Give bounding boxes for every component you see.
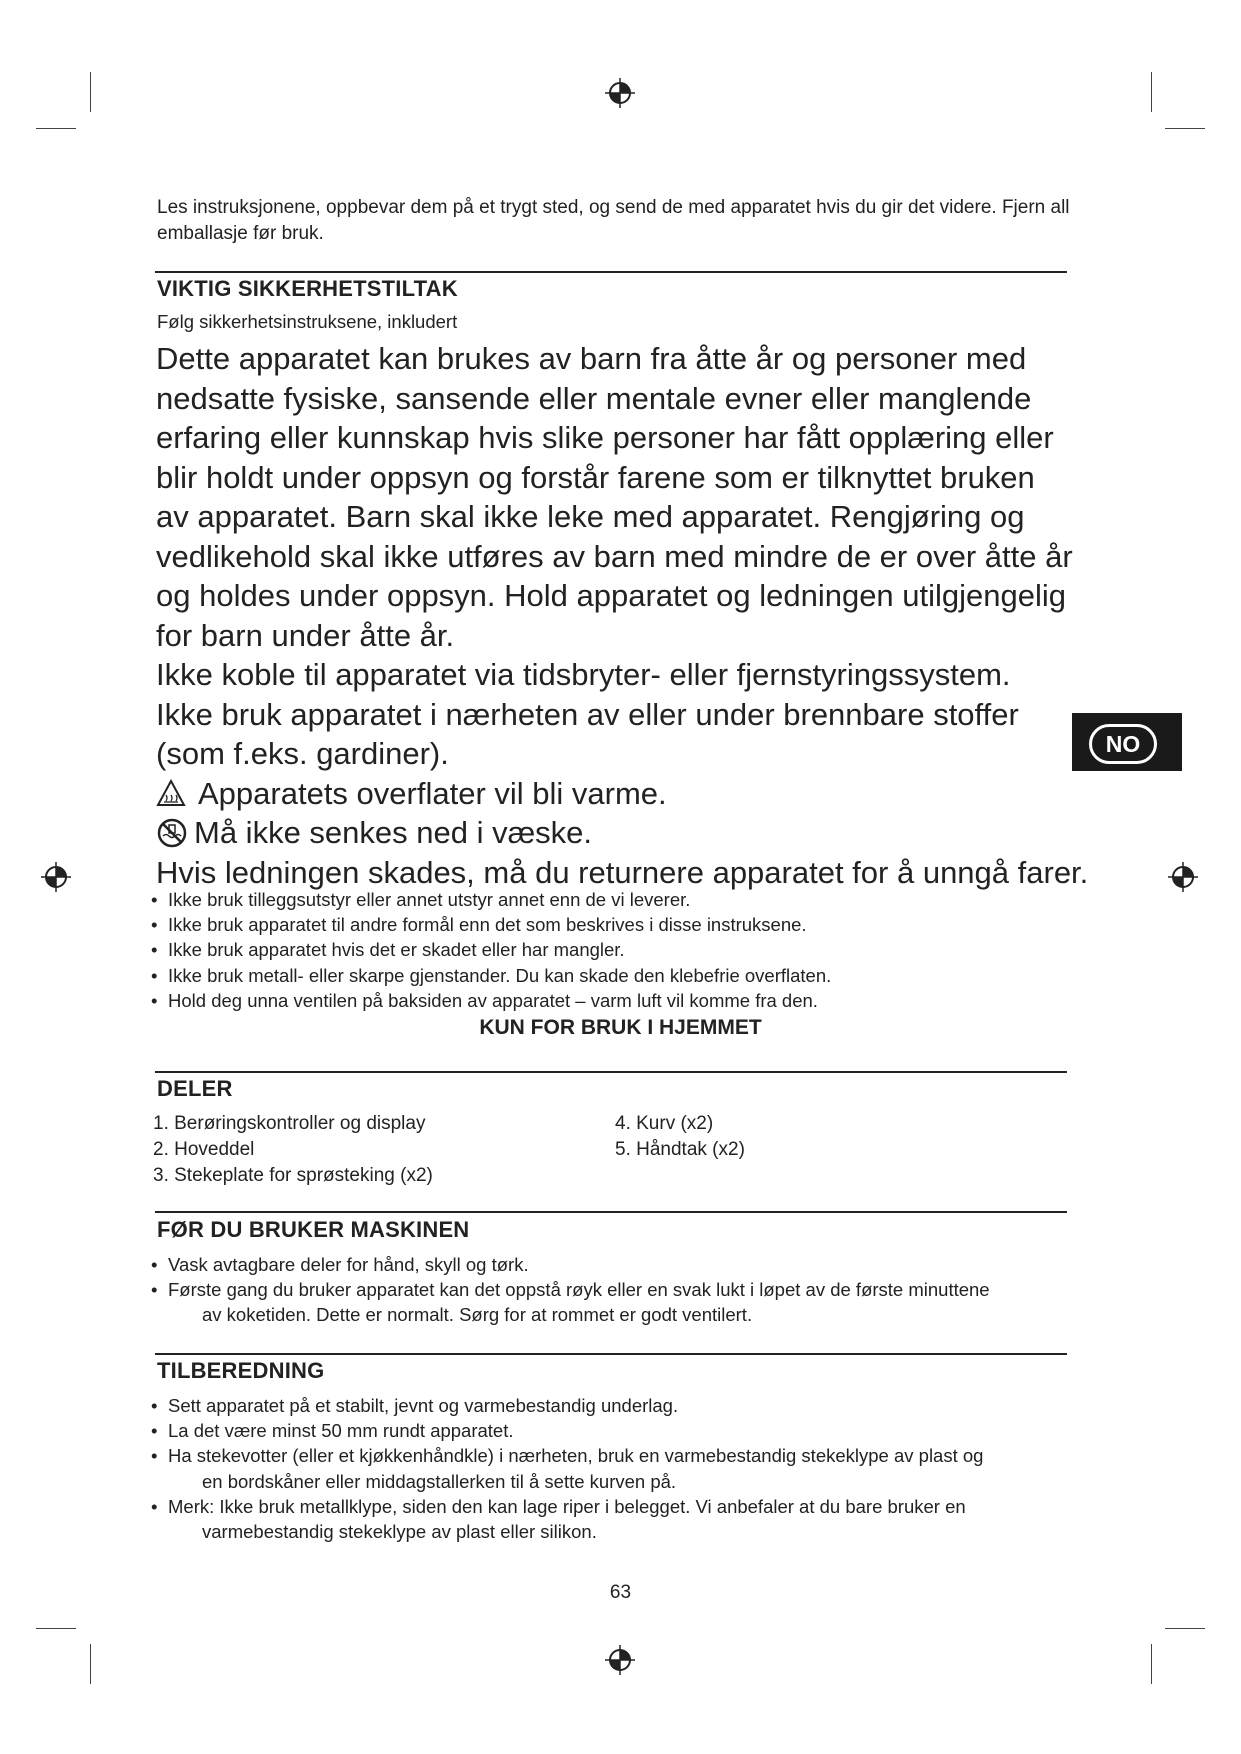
- page-number: 63: [609, 1582, 632, 1603]
- crop-mark: [90, 1644, 91, 1684]
- hot-surface-warning-icon: [156, 779, 186, 807]
- crop-mark: [1151, 72, 1152, 112]
- list-item: • La det være minst 50 mm rundt apparatet.: [151, 1418, 1111, 1443]
- safety-heading: VIKTIG SIKKERHETSTILTAK: [157, 276, 458, 301]
- registration-mark-icon: [41, 862, 71, 892]
- preparation-heading: TILBEREDNING: [157, 1358, 325, 1383]
- section-rule: [155, 1071, 1067, 1073]
- list-item-line: av koketiden. Dette er normalt. Sørg for at rommet er godt ventilert.: [202, 1304, 753, 1326]
- list-item: • Sett apparatet på et stabilt, jevnt og varmebestandig underlag.: [151, 1393, 1111, 1418]
- safety-paragraph-children: Dette apparatet kan brukes av barn fra åtte år og personer med nedsatte fysiske, sansende eller mentale evner eller manglende erfaring eller kunnskap hvis slike personer har fått opplæring eller blir holdt under oppsyn og forstår farene som er tilknyttet bruken av apparatet. Barn skal ikke leke med apparatet. Rengjøring og vedlikehold skal ikke utføres av barn med mindre de er over åtte år og holdes under oppsyn. Hold apparatet og ledningen utilgjengelig for barn under åtte år.: [156, 341, 1073, 653]
- list-item-line: Første gang du bruker apparatet kan det oppstå røyk eller en svak lukt i løpet av de første minuttene: [168, 1279, 990, 1301]
- list-item-line: Ha stekevotter (eller et kjøkkenhåndkle) i nærheten, bruk en varmebestandig stekeklype av plast og: [168, 1445, 984, 1467]
- safety-paragraph-timer: Ikke koble til apparatet via tidsbryter- eller fjernstyringssystem.: [156, 657, 1011, 692]
- section-rule: [155, 271, 1067, 273]
- intro-text: Les instruksjonene, oppbevar dem på et trygt sted, og send de med apparatet hvis du gir det videre. Fjern all emballasje før bruk.: [157, 197, 1070, 244]
- parts-list-right: [615, 1111, 745, 1163]
- crop-mark: [1151, 1644, 1152, 1684]
- registration-mark-icon: [1168, 862, 1198, 892]
- list-item: • Ikke bruk tilleggsutstyr eller annet utstyr annet enn de vi leverer.: [151, 887, 1111, 912]
- before-use-heading: FØR DU BRUKER MASKINEN: [157, 1217, 470, 1242]
- section-rule: [155, 1353, 1067, 1355]
- hot-surface-line: [156, 774, 1116, 814]
- damaged-cord-text: Hvis ledningen skades, må du returnere apparatet for å unngå farer.: [156, 854, 1089, 890]
- list-item: 3. Stekeplate for sprøsteking (x2): [153, 1165, 433, 1186]
- no-immersion-icon: [156, 817, 188, 849]
- crop-mark: [1165, 128, 1205, 129]
- crop-mark: [90, 72, 91, 112]
- safety-subtitle: Følg sikkerhetsinstruksene, inkludert: [157, 311, 458, 332]
- registration-mark-icon: [605, 78, 635, 108]
- safety-bullet-list: [151, 887, 1111, 1013]
- list-item: 4. Kurv (x2): [615, 1113, 714, 1134]
- list-item: [151, 1277, 1111, 1327]
- parts-list-left: [153, 1111, 433, 1189]
- crop-mark: [1165, 1628, 1205, 1629]
- list-item-line: Merk: Ikke bruk metallklype, siden den kan lage riper i belegget. Vi anbefaler at du bare bruker en: [168, 1495, 966, 1517]
- list-item: • Ikke bruk apparatet til andre formål enn det som beskrives i disse instruksene.: [151, 912, 1111, 937]
- list-item: 1. Berøringskontroller og display: [153, 1113, 426, 1134]
- no-immerse-line: [156, 813, 1116, 853]
- preparation-list: [151, 1393, 1111, 1544]
- list-item: • Ikke bruk apparatet hvis det er skadet eller har mangler.: [151, 937, 1111, 962]
- before-use-list: [151, 1252, 1111, 1328]
- safety-paragraph-flammable: Ikke bruk apparatet i nærheten av eller under brennbare stoffer (som f.eks. gardiner).: [156, 696, 1019, 771]
- crop-mark: [36, 128, 76, 129]
- language-badge: [1072, 713, 1182, 771]
- language-badge-label: NO: [1089, 724, 1157, 764]
- hot-surface-text: Apparatets overflater vil bli varme.: [198, 775, 667, 811]
- registration-mark-icon: [605, 1645, 635, 1675]
- no-immerse-text: Må ikke senkes ned i væske.: [194, 815, 593, 850]
- list-item-line: en bordskåner eller middagstallerken til å sette kurven på.: [202, 1470, 677, 1492]
- list-item: • Ikke bruk metall- eller skarpe gjenstander. Du kan skade den klebefrie overflaten.: [151, 963, 1111, 988]
- list-item-line: varmebestandig stekeklype av plast eller silikon.: [202, 1521, 597, 1543]
- list-item: 2. Hoveddel: [153, 1139, 255, 1160]
- parts-heading: DELER: [157, 1076, 233, 1101]
- list-item: [151, 1494, 1111, 1544]
- list-item: 5. Håndtak (x2): [615, 1139, 745, 1160]
- crop-mark: [36, 1628, 76, 1629]
- safety-warnings: [156, 339, 1116, 892]
- list-item: • Vask avtagbare deler for hånd, skyll og tørk.: [151, 1252, 1111, 1277]
- list-item: • Hold deg unna ventilen på baksiden av apparatet – varm luft vil komme fra den.: [151, 988, 1111, 1013]
- section-rule: [155, 1211, 1067, 1213]
- home-use-notice: KUN FOR BRUK I HJEMMET: [479, 1016, 762, 1039]
- list-item: [151, 1443, 1111, 1493]
